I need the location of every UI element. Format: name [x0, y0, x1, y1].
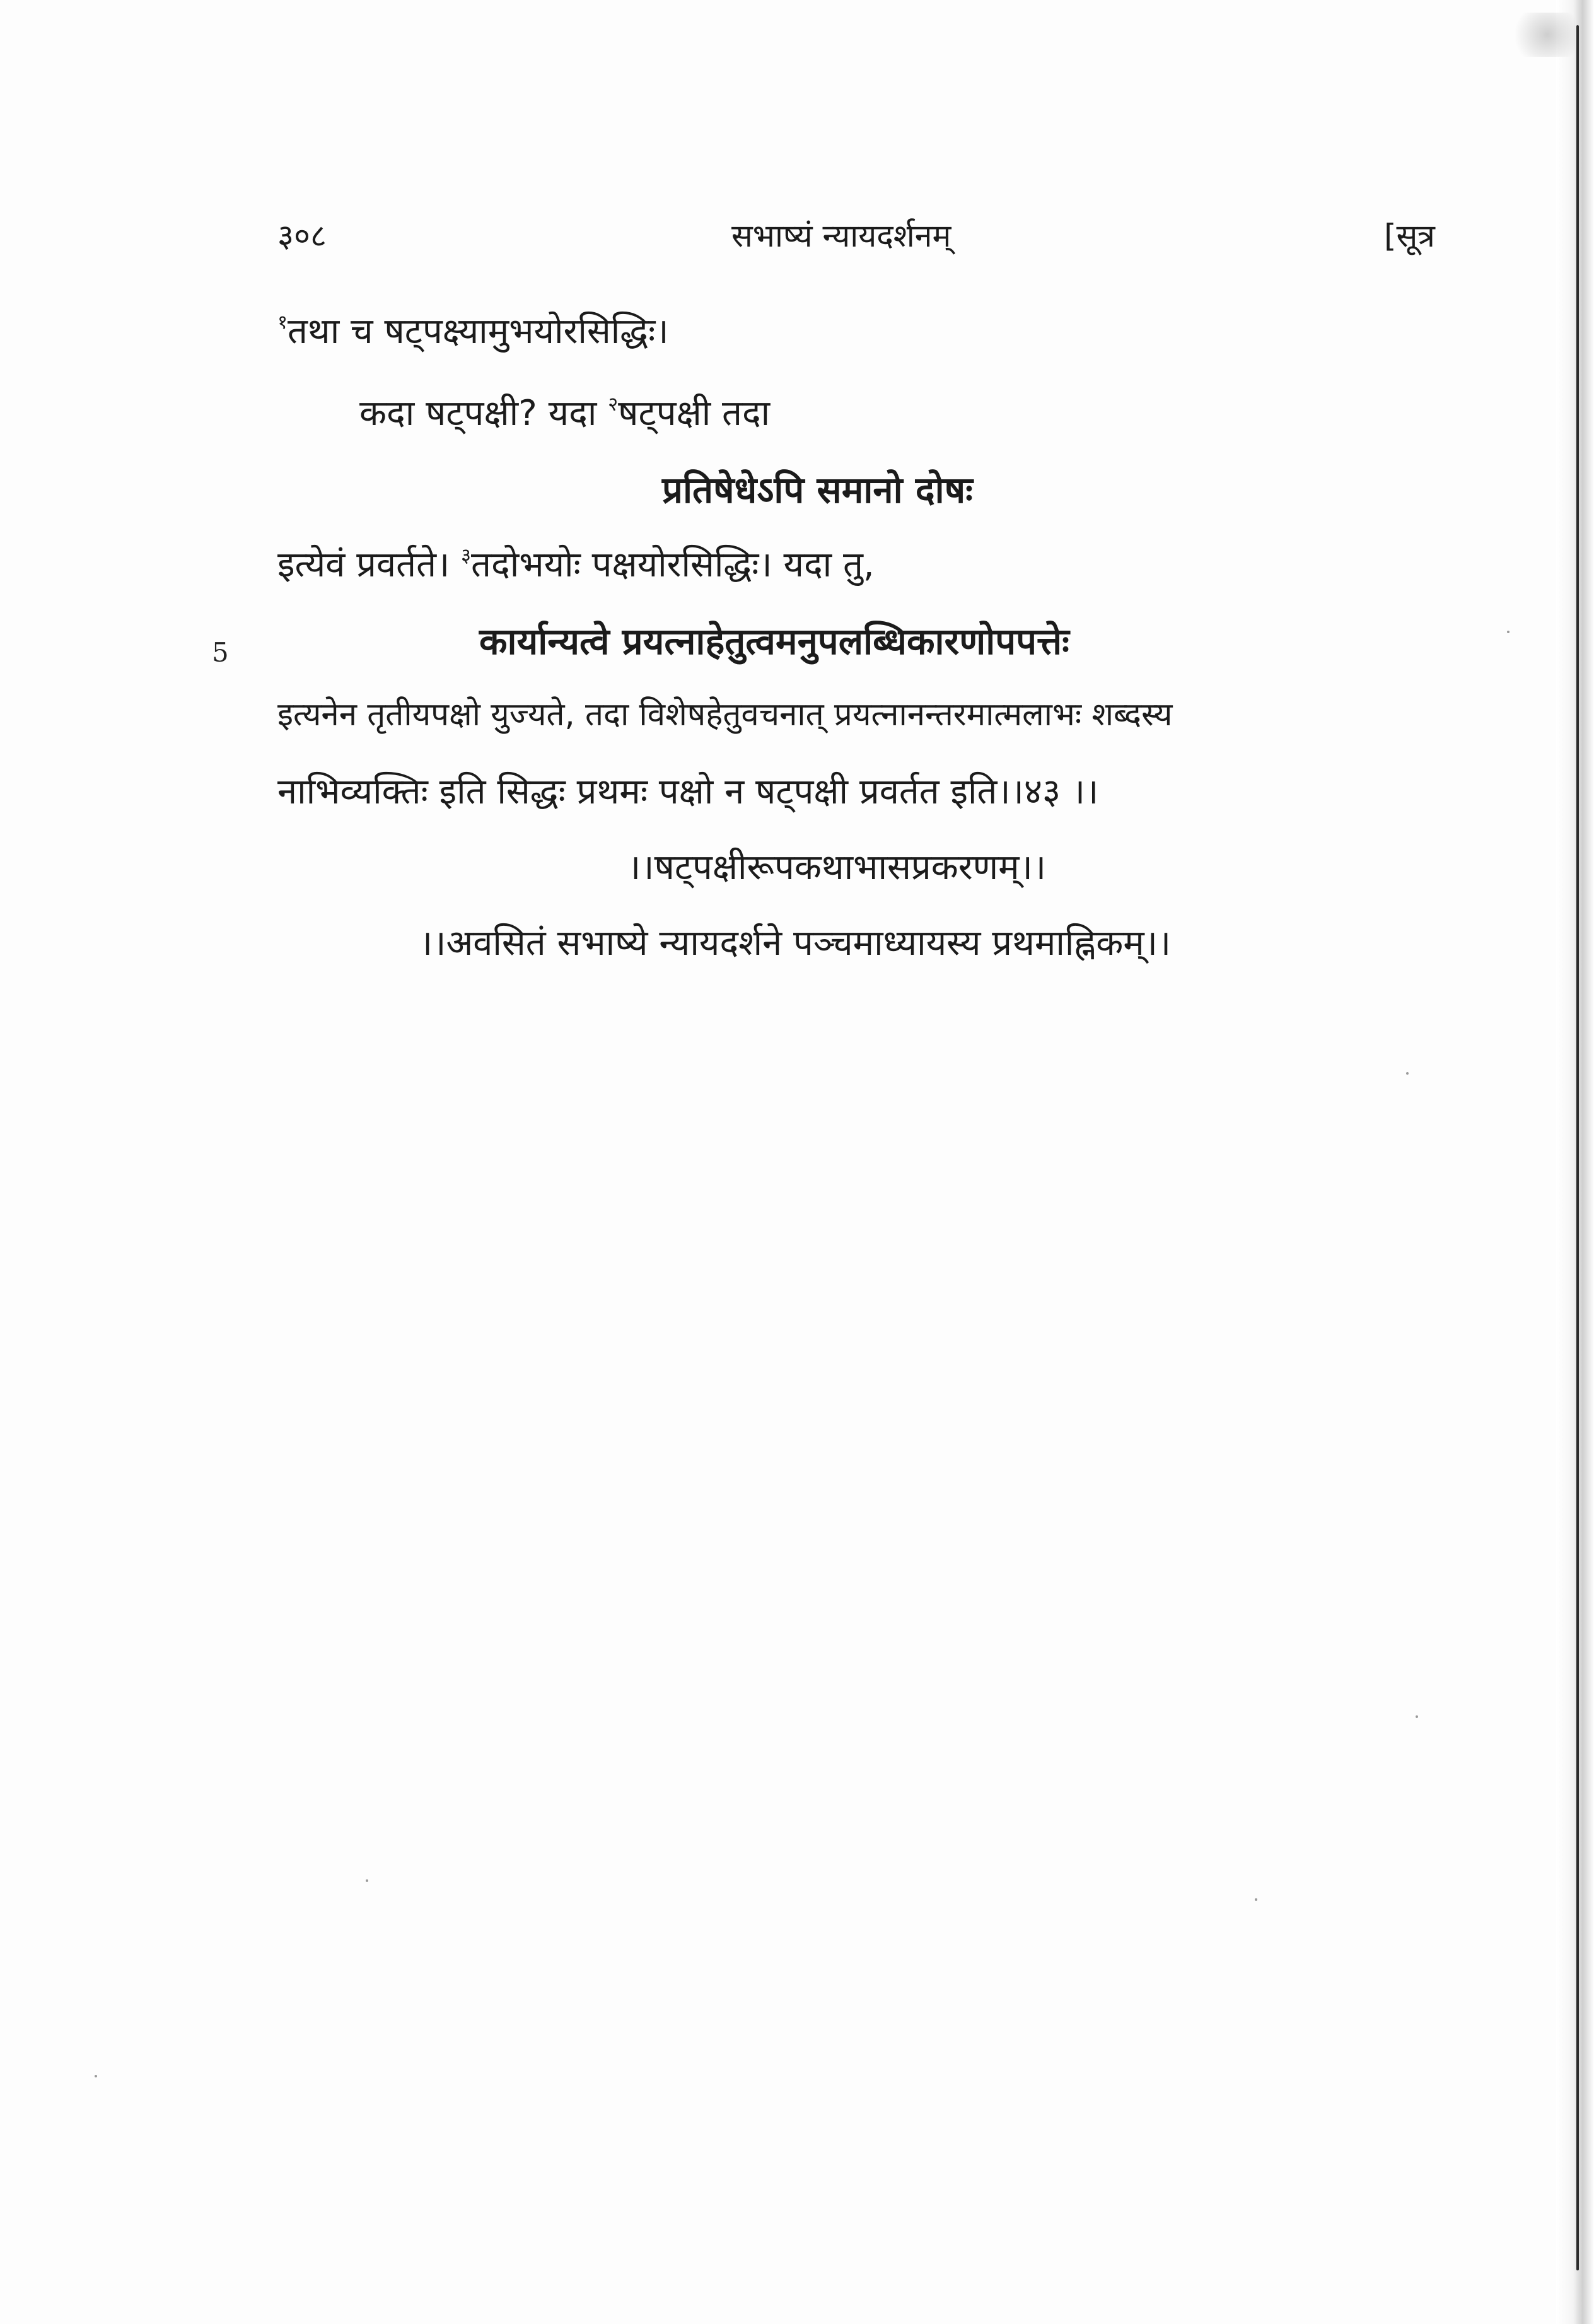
running-title: सभाष्यं न्यायदर्शनम्: [731, 218, 951, 254]
page-edge-line: [1576, 25, 1579, 2270]
text-line-4-pre: इत्येवं प्रवर्तते।: [277, 544, 462, 585]
text-line-2-post: षट्पक्षी तदा: [618, 393, 771, 434]
text-line-2-pre: कदा षट्पक्षी? यदा: [359, 393, 608, 434]
scan-speck: [95, 2075, 97, 2077]
scan-speck: [1255, 1898, 1257, 1901]
text-line-6: इत्यनेन तृतीयपक्षो युज्यते, तदा विशेषहेतुवचनात् प्रयत्नानन्तरमात्मलाभः शब्दस्य: [277, 696, 1173, 733]
page-number: ३०८: [277, 218, 327, 254]
page-edge-shadow: [1556, 0, 1594, 2324]
scan-speck: [366, 1879, 368, 1882]
text-line-4-post: तदोभयोः पक्षयोरसिद्धिः। यदा तु,: [471, 544, 875, 585]
corner-scan-noise: [1506, 13, 1575, 57]
text-line-7: नाभिव्यक्तिः इति सिद्धः प्रथमः पक्षो न षट्पक्षी प्रवर्तत इति।।४३ ।।: [277, 771, 1099, 812]
scan-speck: [1406, 1072, 1409, 1075]
footnote-marker-3: ३: [461, 544, 472, 567]
section-label: [सूत्र: [1384, 218, 1435, 254]
text-line-4: [277, 539, 875, 587]
footnote-marker-2: २: [608, 392, 619, 416]
scan-speck: [1416, 1715, 1418, 1718]
text-line-1: [277, 306, 669, 354]
sutra-heading-1: प्रतिषेधेऽपि समानो दोषः: [662, 469, 973, 511]
sutra-heading-2: कार्यान्यत्वे प्रयत्नाहेतुत्वमनुपलब्धिकारणोपपत्तेः: [479, 620, 1069, 663]
footnote-marker-1: १: [277, 310, 288, 334]
ahnika-colophon: ।।अवसितं सभाष्ये न्यायदर्शने पञ्चमाध्यायस्य प्रथमाह्निकम्।।: [419, 923, 1172, 964]
text-line-2: [359, 388, 770, 436]
scan-speck: [1507, 631, 1510, 633]
prakarana-colophon: ।।षट्पक्षीरूपकथाभासप्रकरणम्।।: [627, 847, 1047, 888]
text-line-1-content: तथा च षट्पक्ष्यामुभयोरसिद्धिः।: [288, 311, 669, 352]
margin-line-number: 5: [212, 637, 229, 668]
